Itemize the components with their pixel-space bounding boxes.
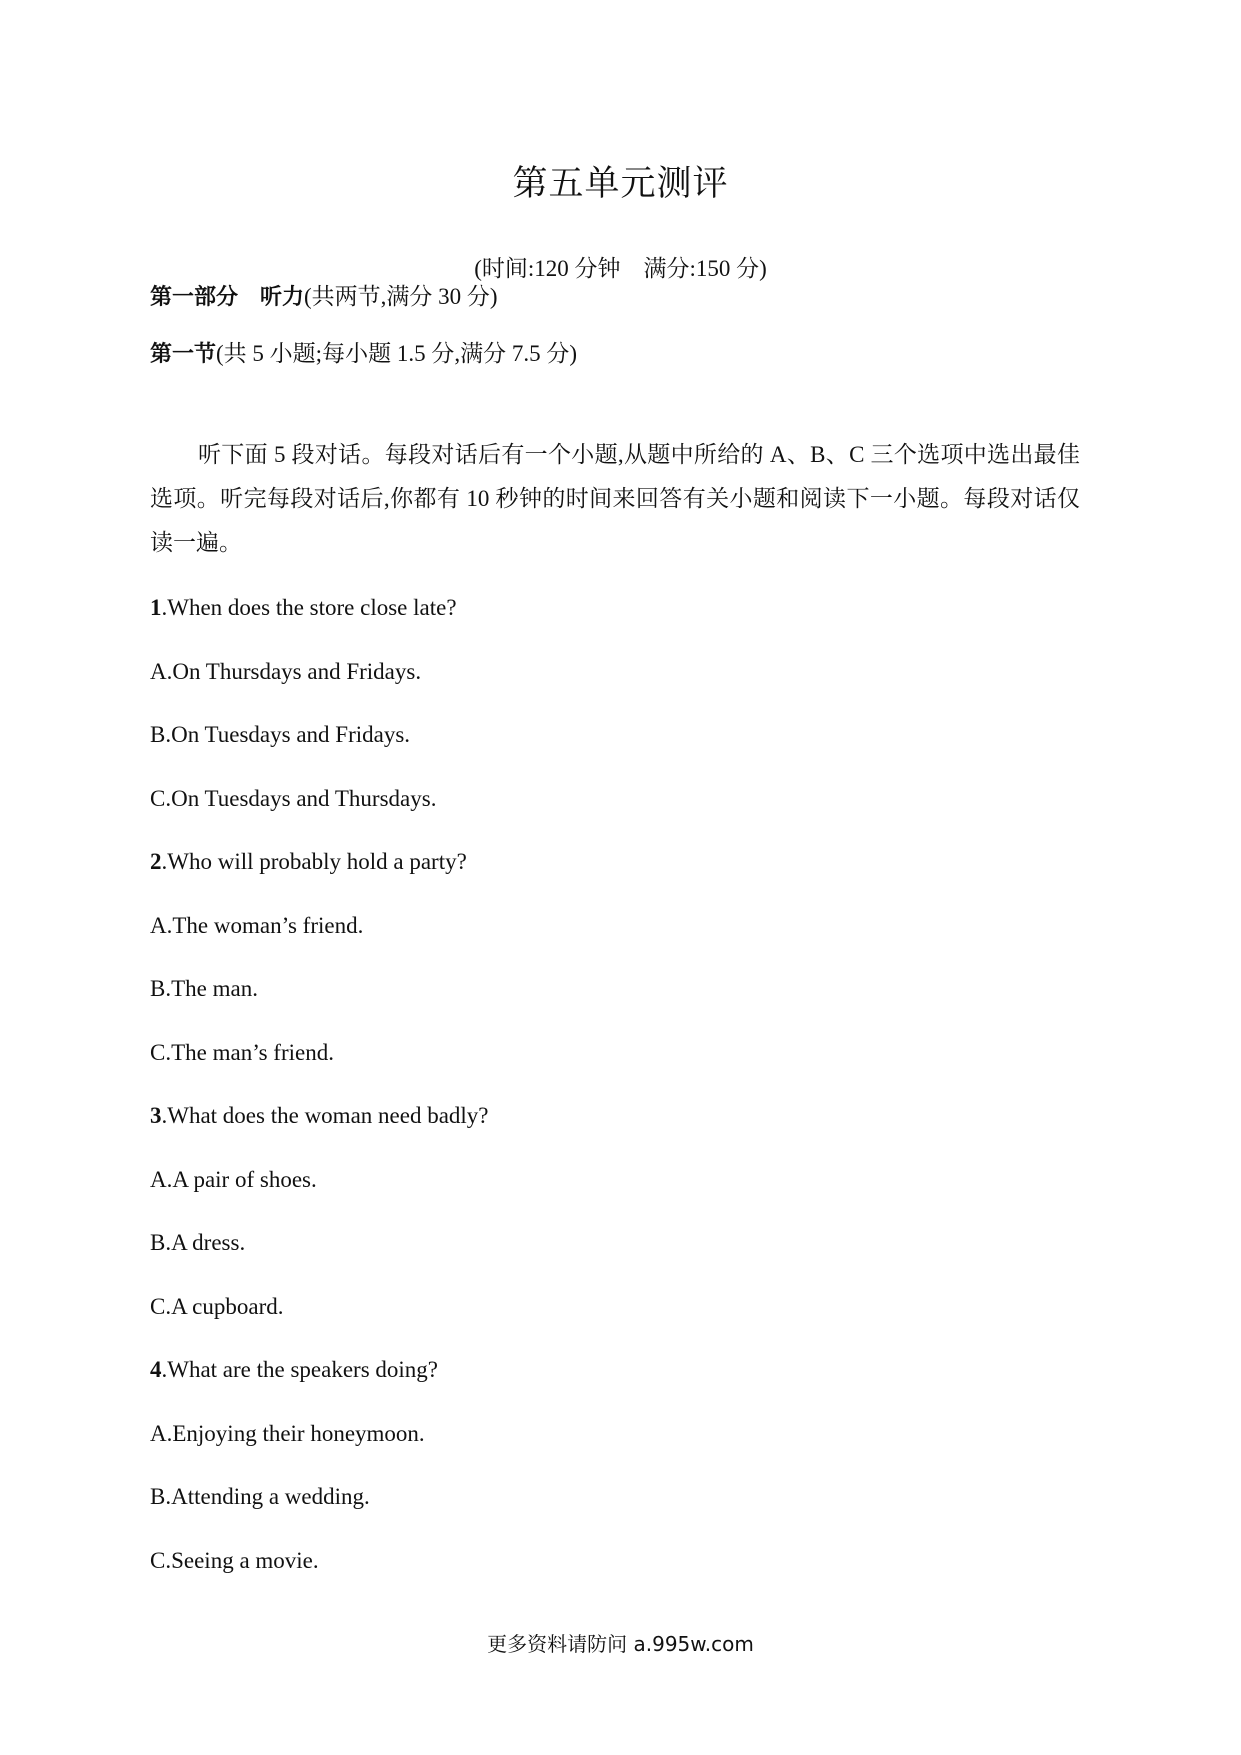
question-1-option-a: A.On Thursdays and Fridays. <box>150 659 422 684</box>
question-text: .What does the woman need badly? <box>161 1103 489 1128</box>
question-number: 1 <box>150 595 162 620</box>
section-heading-detail: (共 5 小题;每小题 1.5 分,满分 7.5 分) <box>216 341 577 366</box>
question-3-option-c: C.A cupboard. <box>150 1294 284 1319</box>
question-4-option-c: C.Seeing a movie. <box>150 1548 319 1573</box>
question-3 <box>150 1101 489 1131</box>
page-title: 第五单元测评 <box>512 164 729 204</box>
question-4-option-a: A.Enjoying their honeymoon. <box>150 1421 425 1446</box>
section-heading-label: 第一节 <box>150 342 217 367</box>
section-heading <box>150 339 577 370</box>
question-2-option-b: B.The man. <box>150 976 258 1001</box>
footer-link-text: 更多资料请防问 a.995w.com <box>487 1632 754 1656</box>
question-1 <box>150 593 457 623</box>
exam-time-score: (时间:120 分钟 满分:150 分) <box>474 256 767 281</box>
question-1-option-b: B.On Tuesdays and Fridays. <box>150 722 411 747</box>
question-2-option-a: A.The woman’s friend. <box>150 913 364 938</box>
question-number: 3 <box>150 1103 162 1128</box>
question-text: .When does the store close late? <box>161 595 457 620</box>
part-heading <box>150 282 498 313</box>
question-text: .What are the speakers doing? <box>161 1357 439 1382</box>
question-3-option-b: B.A dress. <box>150 1230 246 1255</box>
section-instructions: 听下面 5 段对话。每段对话后有一个小题,从题中所给的 A、B、C 三个选项中选出最佳选项。听完每段对话后,你都有 10 秒钟的时间来回答有关小题和阅读下一小题。每段对话仅读一遍。 <box>150 442 1080 555</box>
question-2-option-c: C.The man’s friend. <box>150 1040 334 1065</box>
question-4 <box>150 1355 438 1385</box>
question-1-option-c: C.On Tuesdays and Thursdays. <box>150 786 437 811</box>
question-number: 4 <box>150 1357 162 1382</box>
question-text: .Who will probably hold a party? <box>161 849 467 874</box>
question-2 <box>150 847 467 877</box>
part-heading-detail: (共两节,满分 30 分) <box>304 284 498 309</box>
question-number: 2 <box>150 849 162 874</box>
question-3-option-a: A.A pair of shoes. <box>150 1167 317 1192</box>
part-heading-label: 第一部分 听力 <box>150 285 305 310</box>
question-4-option-b: B.Attending a wedding. <box>150 1484 370 1509</box>
